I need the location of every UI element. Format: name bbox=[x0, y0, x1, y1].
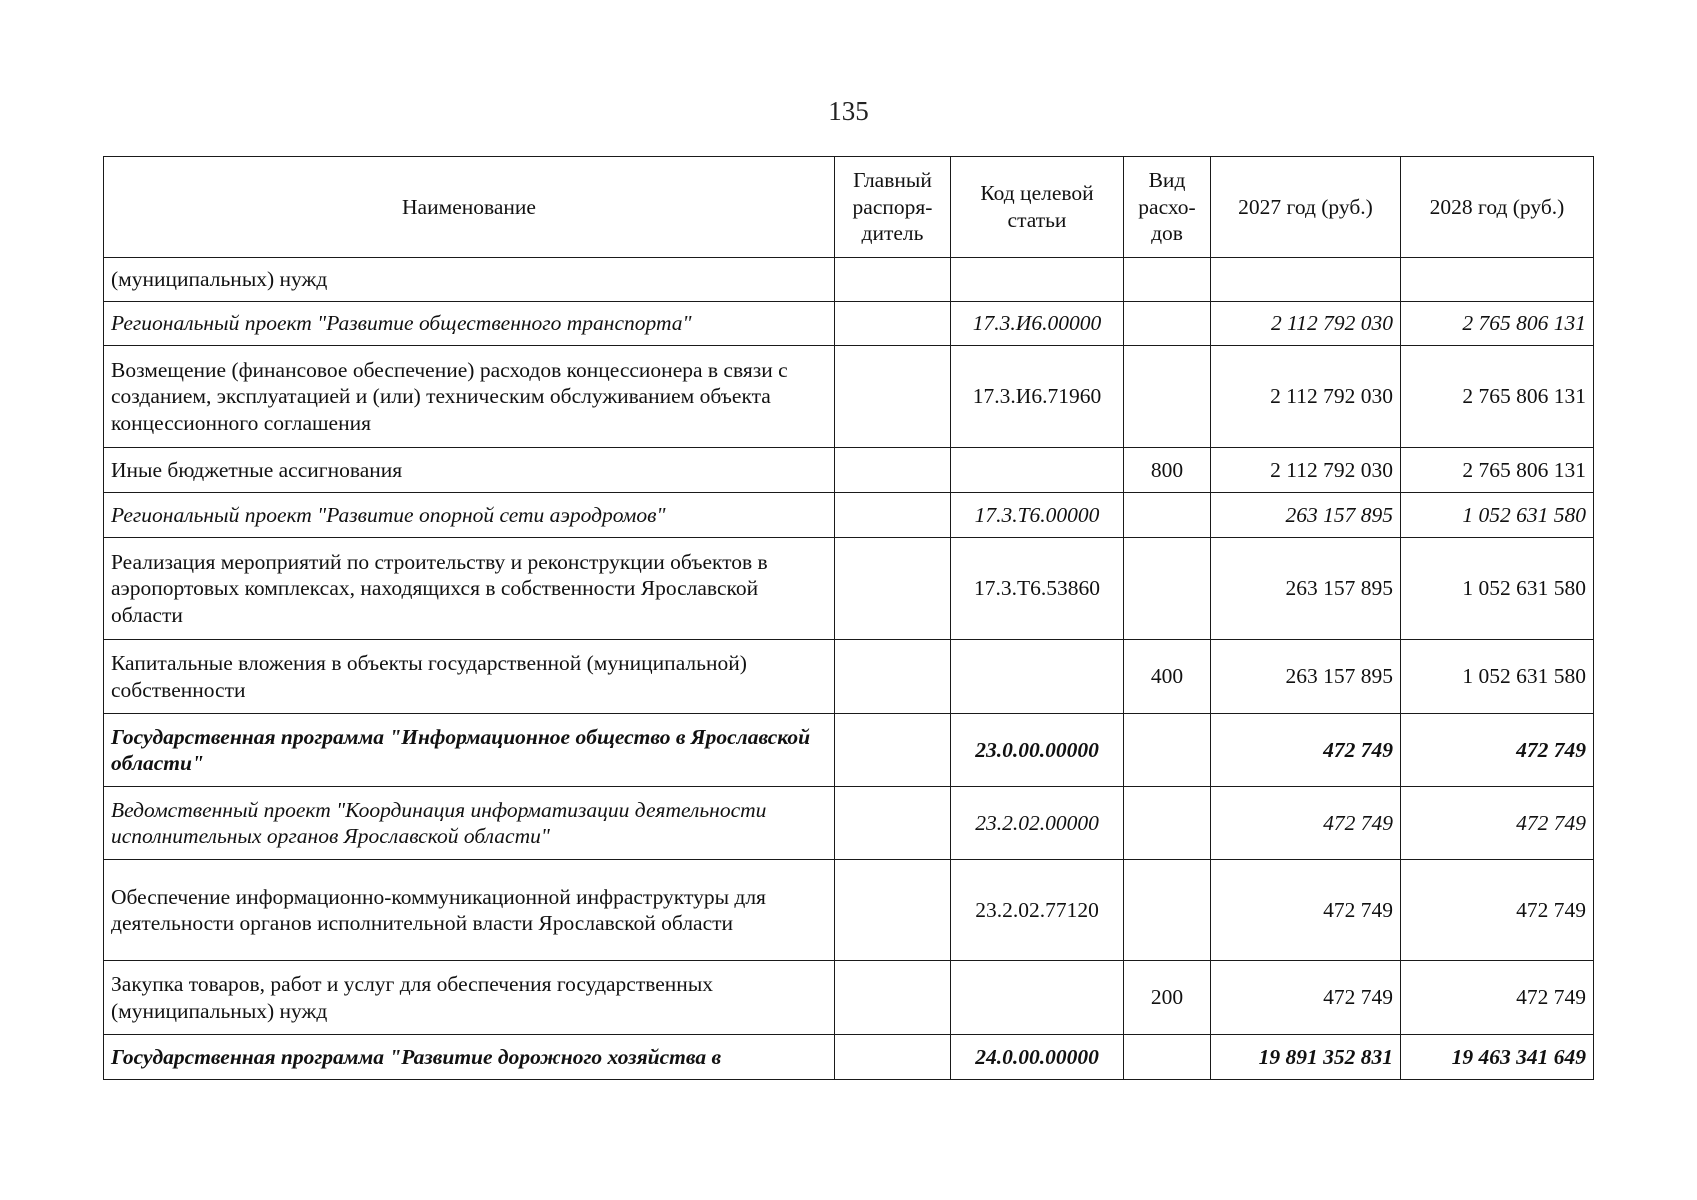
cell-code: 23.2.02.00000 bbox=[951, 787, 1124, 860]
cell-2027: 2 112 792 030 bbox=[1211, 302, 1401, 346]
header-admin: Главный распоря-дитель bbox=[835, 157, 951, 258]
cell-code: 23.0.00.00000 bbox=[951, 714, 1124, 787]
cell-name: Возмещение (финансовое обеспечение) расходов концессионера в связи с созданием, эксплуатацией и (или) техническим обслуживанием объекта концессионного соглашения bbox=[104, 346, 835, 448]
cell-2027: 472 749 bbox=[1211, 787, 1401, 860]
cell-2027: 263 157 895 bbox=[1211, 640, 1401, 714]
cell-name: Государственная программа "Развитие дорожного хозяйства в bbox=[104, 1035, 835, 1080]
cell-name: Капитальные вложения в объекты государственной (муниципальной) собственности bbox=[104, 640, 835, 714]
cell-name: Закупка товаров, работ и услуг для обеспечения государственных (муниципальных) нужд bbox=[104, 961, 835, 1035]
cell-code: 17.3.Т6.00000 bbox=[951, 493, 1124, 538]
cell-2027: 472 749 bbox=[1211, 860, 1401, 961]
table-row bbox=[104, 860, 1594, 961]
cell-admin bbox=[835, 302, 951, 346]
cell-name: Региональный проект "Развитие опорной сети аэродромов" bbox=[104, 493, 835, 538]
cell-2028: 472 749 bbox=[1401, 860, 1594, 961]
cell-kind bbox=[1124, 258, 1211, 302]
cell-admin bbox=[835, 860, 951, 961]
cell-2027: 2 112 792 030 bbox=[1211, 448, 1401, 493]
cell-2027: 2 112 792 030 bbox=[1211, 346, 1401, 448]
cell-2028: 2 765 806 131 bbox=[1401, 346, 1594, 448]
table-row bbox=[104, 538, 1594, 640]
table-row bbox=[104, 961, 1594, 1035]
table-row bbox=[104, 640, 1594, 714]
header-kind: Вид расхо-дов bbox=[1124, 157, 1211, 258]
cell-code: 17.3.Т6.53860 bbox=[951, 538, 1124, 640]
cell-kind bbox=[1124, 538, 1211, 640]
cell-admin bbox=[835, 640, 951, 714]
cell-2027: 19 891 352 831 bbox=[1211, 1035, 1401, 1080]
table-row bbox=[104, 493, 1594, 538]
cell-2027: 472 749 bbox=[1211, 714, 1401, 787]
cell-code: 17.3.И6.71960 bbox=[951, 346, 1124, 448]
cell-code bbox=[951, 448, 1124, 493]
cell-2028: 2 765 806 131 bbox=[1401, 302, 1594, 346]
cell-2027: 472 749 bbox=[1211, 961, 1401, 1035]
cell-2027: 263 157 895 bbox=[1211, 538, 1401, 640]
cell-kind: 200 bbox=[1124, 961, 1211, 1035]
header-2027: 2027 год (руб.) bbox=[1211, 157, 1401, 258]
cell-name: Ведомственный проект "Координация информатизации деятельности исполнительных органов Ярославской области" bbox=[104, 787, 835, 860]
cell-code: 23.2.02.77120 bbox=[951, 860, 1124, 961]
table-row bbox=[104, 302, 1594, 346]
cell-name: Региональный проект "Развитие общественного транспорта" bbox=[104, 302, 835, 346]
cell-admin bbox=[835, 1035, 951, 1080]
cell-2028: 1 052 631 580 bbox=[1401, 493, 1594, 538]
cell-kind bbox=[1124, 346, 1211, 448]
cell-admin bbox=[835, 258, 951, 302]
cell-kind: 400 bbox=[1124, 640, 1211, 714]
cell-admin bbox=[835, 961, 951, 1035]
cell-name: Реализация мероприятий по строительству и реконструкции объектов в аэропортовых комплексах, находящихся в собственности Ярославской области bbox=[104, 538, 835, 640]
cell-admin bbox=[835, 714, 951, 787]
cell-kind bbox=[1124, 787, 1211, 860]
cell-2027 bbox=[1211, 258, 1401, 302]
cell-name: Иные бюджетные ассигнования bbox=[104, 448, 835, 493]
cell-code: 17.3.И6.00000 bbox=[951, 302, 1124, 346]
cell-2028: 472 749 bbox=[1401, 787, 1594, 860]
cell-2028: 472 749 bbox=[1401, 961, 1594, 1035]
table-row bbox=[104, 346, 1594, 448]
cell-code: 24.0.00.00000 bbox=[951, 1035, 1124, 1080]
cell-2028: 19 463 341 649 bbox=[1401, 1035, 1594, 1080]
cell-2028: 1 052 631 580 bbox=[1401, 640, 1594, 714]
cell-kind bbox=[1124, 493, 1211, 538]
table-row bbox=[104, 258, 1594, 302]
cell-2028: 1 052 631 580 bbox=[1401, 538, 1594, 640]
cell-kind bbox=[1124, 1035, 1211, 1080]
cell-kind: 800 bbox=[1124, 448, 1211, 493]
table-row bbox=[104, 448, 1594, 493]
cell-kind bbox=[1124, 302, 1211, 346]
cell-2028 bbox=[1401, 258, 1594, 302]
table-header-row bbox=[104, 157, 1594, 258]
cell-admin bbox=[835, 346, 951, 448]
header-2028: 2028 год (руб.) bbox=[1401, 157, 1594, 258]
page-number: 135 bbox=[828, 96, 869, 126]
cell-kind bbox=[1124, 714, 1211, 787]
cell-name: (муниципальных) нужд bbox=[104, 258, 835, 302]
cell-admin bbox=[835, 448, 951, 493]
table-row bbox=[104, 1035, 1594, 1080]
cell-code bbox=[951, 640, 1124, 714]
cell-2028: 2 765 806 131 bbox=[1401, 448, 1594, 493]
table-row bbox=[104, 787, 1594, 860]
cell-2028: 472 749 bbox=[1401, 714, 1594, 787]
cell-admin bbox=[835, 787, 951, 860]
cell-name: Государственная программа "Информационное общество в Ярославской области" bbox=[104, 714, 835, 787]
cell-admin bbox=[835, 538, 951, 640]
header-name: Наименование bbox=[104, 157, 835, 258]
cell-name: Обеспечение информационно-коммуникационной инфраструктуры для деятельности органов исполнительной власти Ярославской области bbox=[104, 860, 835, 961]
cell-code bbox=[951, 961, 1124, 1035]
cell-admin bbox=[835, 493, 951, 538]
table-row bbox=[104, 714, 1594, 787]
cell-kind bbox=[1124, 860, 1211, 961]
cell-2027: 263 157 895 bbox=[1211, 493, 1401, 538]
cell-code bbox=[951, 258, 1124, 302]
header-code: Код целевой статьи bbox=[951, 157, 1124, 258]
budget-table bbox=[103, 156, 1594, 1080]
